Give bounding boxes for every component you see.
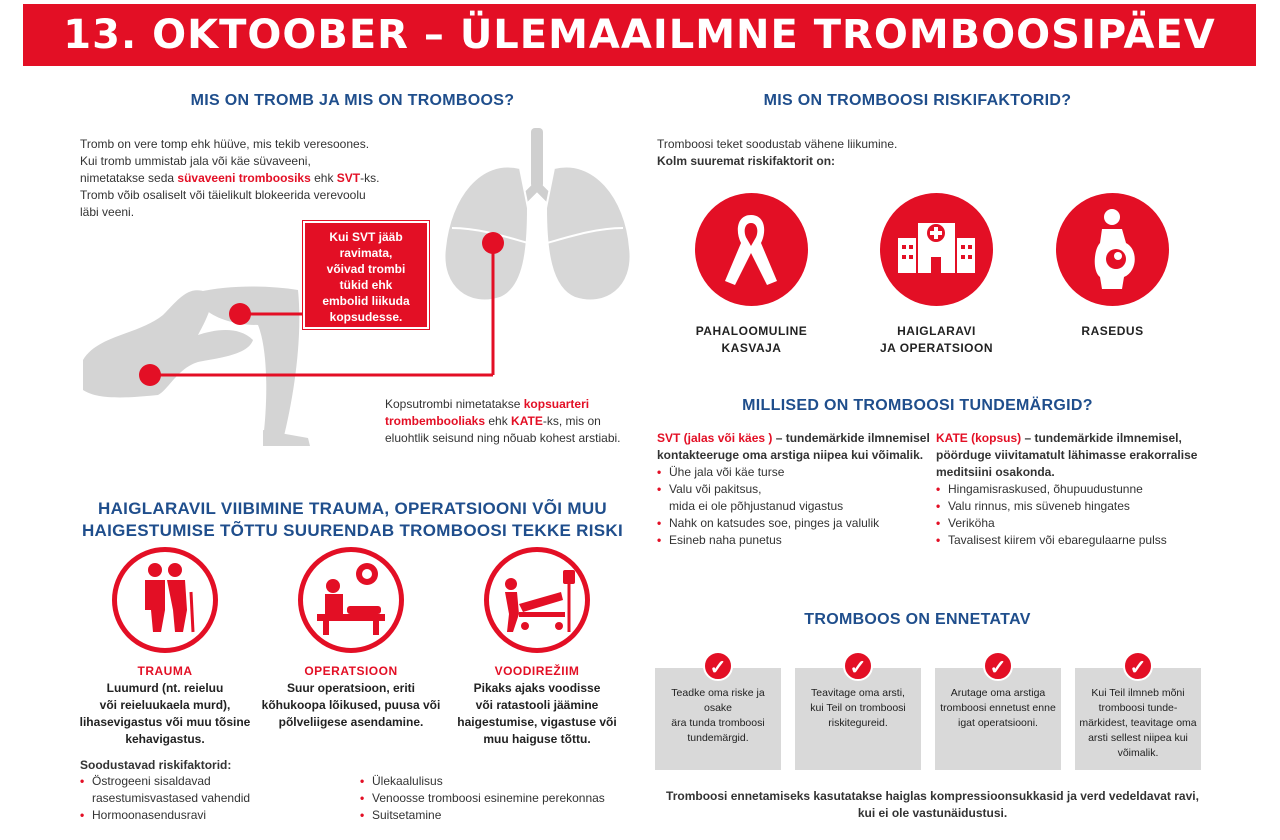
prevent-footer: Tromboosi ennetamiseks kasutatakse haiglas kompressioonsukkasid ja verd vedeldavat ravi, kui ei ole vastunäidustusi. [666, 789, 1199, 820]
svt-callout: Kui SVT jääb ravimata, võivad trombi tükid ehk embolid liikuda kopsudesse. [303, 221, 429, 329]
pregnancy-icon [1056, 193, 1169, 306]
surgery-title: OPERATSIOON [304, 664, 398, 678]
injured-person-icon [117, 552, 213, 648]
risk-intro: Tromboosi teket soodustab vähene liikumine. Kolm suuremat riskifaktorit on: [657, 137, 898, 168]
prevent-card: Teadke oma riske ja osake ära tunda tromboosi tundemärgid. [655, 668, 781, 770]
prevent-card: Teavitage oma arsti, kui Teil on tromboosi riskitegureid. [795, 668, 921, 770]
factors-title: Soodustavad riskifaktorid: [80, 758, 232, 772]
surgery-ring [298, 547, 404, 653]
svt-item: • Esineb naha punetus [657, 532, 932, 549]
kate-symptoms: KATE (kopsus) – tundemärkide ilmnemisel, pöörduge viivitamatult lähimasse erakorralise meditsiini osakonda. • Hingamisraskused, õhupuudustunne • Valu rinnus, mis süveneb hingates • Veriköha • Tavalisest kiirem või ebaregulaarne pulss [936, 430, 1236, 549]
risk-circle-pregnancy [1056, 193, 1169, 306]
trauma-heading: HAIGLARAVIL VIIBIMINE TRAUMA, OPERATSIOONI VÕI MUU HAIGESTUMISE TÕTTU SUURENDAB TROMBOOSI TEKKE RISKI [81, 499, 624, 540]
kate-item: • Tavalisest kiirem või ebaregulaarne pulss [936, 532, 1236, 549]
risk-circle-cancer [695, 193, 808, 306]
cancer-ribbon-icon [695, 193, 808, 306]
prevent-card: Kui Teil ilmneb mõni tromboosi tunde- märkidest, teavitage oma arsti sellest niipea kui võimalik. [1075, 668, 1201, 770]
prevent-card: Arutage oma arstiga tromboosi ennetust enne igat operatsiooni. [935, 668, 1061, 770]
what-heading: MIS ON TROMB JA MIS ON TROMBOOS? [190, 92, 515, 109]
prevent-heading: TROMBOOS ON ENNETATAV [804, 611, 1031, 628]
risk-heading: MIS ON TROMBOOSI RISKIFAKTORID? [763, 92, 1072, 109]
trauma-desc: Luumurd (nt. reieluu või reieluukaela murd), lihasevigastus või muu tõsine kehavigastus. [79, 681, 251, 746]
kate-item: • Valu rinnus, mis süveneb hingates [936, 498, 1236, 515]
surgery-icon [303, 552, 399, 648]
what-line-1: Tromb on vere tomp ehk hüüve, mis tekib veresoones. [80, 137, 370, 151]
what-text [80, 136, 390, 221]
bed-ring [484, 547, 590, 653]
risk-label-cancer: PAHALOOMULINE KASVAJA [695, 324, 808, 355]
surgery-desc: Suur operatsioon, eriti kõhukoopa lõikused, puusa või põlveliigese asendamine. [261, 681, 441, 729]
bedrest-title: VOODIREŽIIM [494, 664, 580, 678]
page-banner: 13. OKTOOBER – ÜLEMAAILMNE TROMBOOSIPÄEV [23, 4, 1256, 66]
factors-right: • Ülekaalulisus • Venoosse tromboosi esinemine perekonnas • Suitsetamine [360, 773, 650, 824]
trauma-ring [112, 547, 218, 653]
what-line-5: läbi veeni. [80, 205, 135, 219]
svt-item-cont: mida ei ole põhjustanud vigastus [669, 499, 844, 513]
check-icon: ✓ [703, 651, 733, 681]
check-icon: ✓ [1123, 651, 1153, 681]
what-line-4: Tromb võib osaliselt või täielikult blokeerida verevoolu [80, 188, 366, 202]
symptoms-heading: MILLISED ON TROMBOOSI TUNDEMÄRGID? [742, 397, 1093, 414]
risk-label-hospital: HAIGLARAVI JA OPERATSIOON [879, 324, 993, 355]
svt-item: • Valu või pakitsus, [657, 481, 932, 498]
risk-circle-hospital [880, 193, 993, 306]
what-line-3: nimetatakse seda süvaveeni tromboosiks ehk SVT-ks. [80, 171, 380, 185]
svt-item: • Ühe jala või käe turse [657, 464, 932, 481]
factors-left: • Östrogeeni sisaldavad rasestumisvastased vahendid • Hormoonasendusravi [80, 773, 340, 824]
kate-item: • Hingamisraskused, õhupuudustunne [936, 481, 1236, 498]
hospital-bed-icon [489, 552, 585, 648]
bedrest-desc: Pikaks ajaks voodisse või ratastooli jäämine haigestumise, vigastuse või muu haiguse tõttu. [457, 681, 617, 746]
svt-item: • Nahk on katsudes soe, pinges ja valulik [657, 515, 932, 532]
kate-text: Kopsutrombi nimetatakse kopsuarteri trombembooliaks ehk KATE-ks, mis on eluohtlik seisund ning nõuab kohest arstiabi. [385, 397, 621, 445]
risk-label-pregnancy: RASEDUS [1081, 324, 1144, 338]
svt-symptoms: SVT (jalas või käes ) – tundemärkide ilmnemisel kontakteeruge oma arstiga niipea kui võimalik. • Ühe jala või käe turse • Valu või pakitsus, mida ei ole põhjustanud vigastus • Nahk on katsudes soe, pinges ja valulik • Esineb naha punetus [657, 430, 932, 549]
trauma-title: TRAUMA [137, 664, 193, 678]
check-icon: ✓ [983, 651, 1013, 681]
check-icon: ✓ [843, 651, 873, 681]
what-line-2: Kui tromb ummistab jala või käe süvaveeni, [80, 154, 311, 168]
kate-item: • Veriköha [936, 515, 1236, 532]
hospital-icon [880, 193, 993, 306]
